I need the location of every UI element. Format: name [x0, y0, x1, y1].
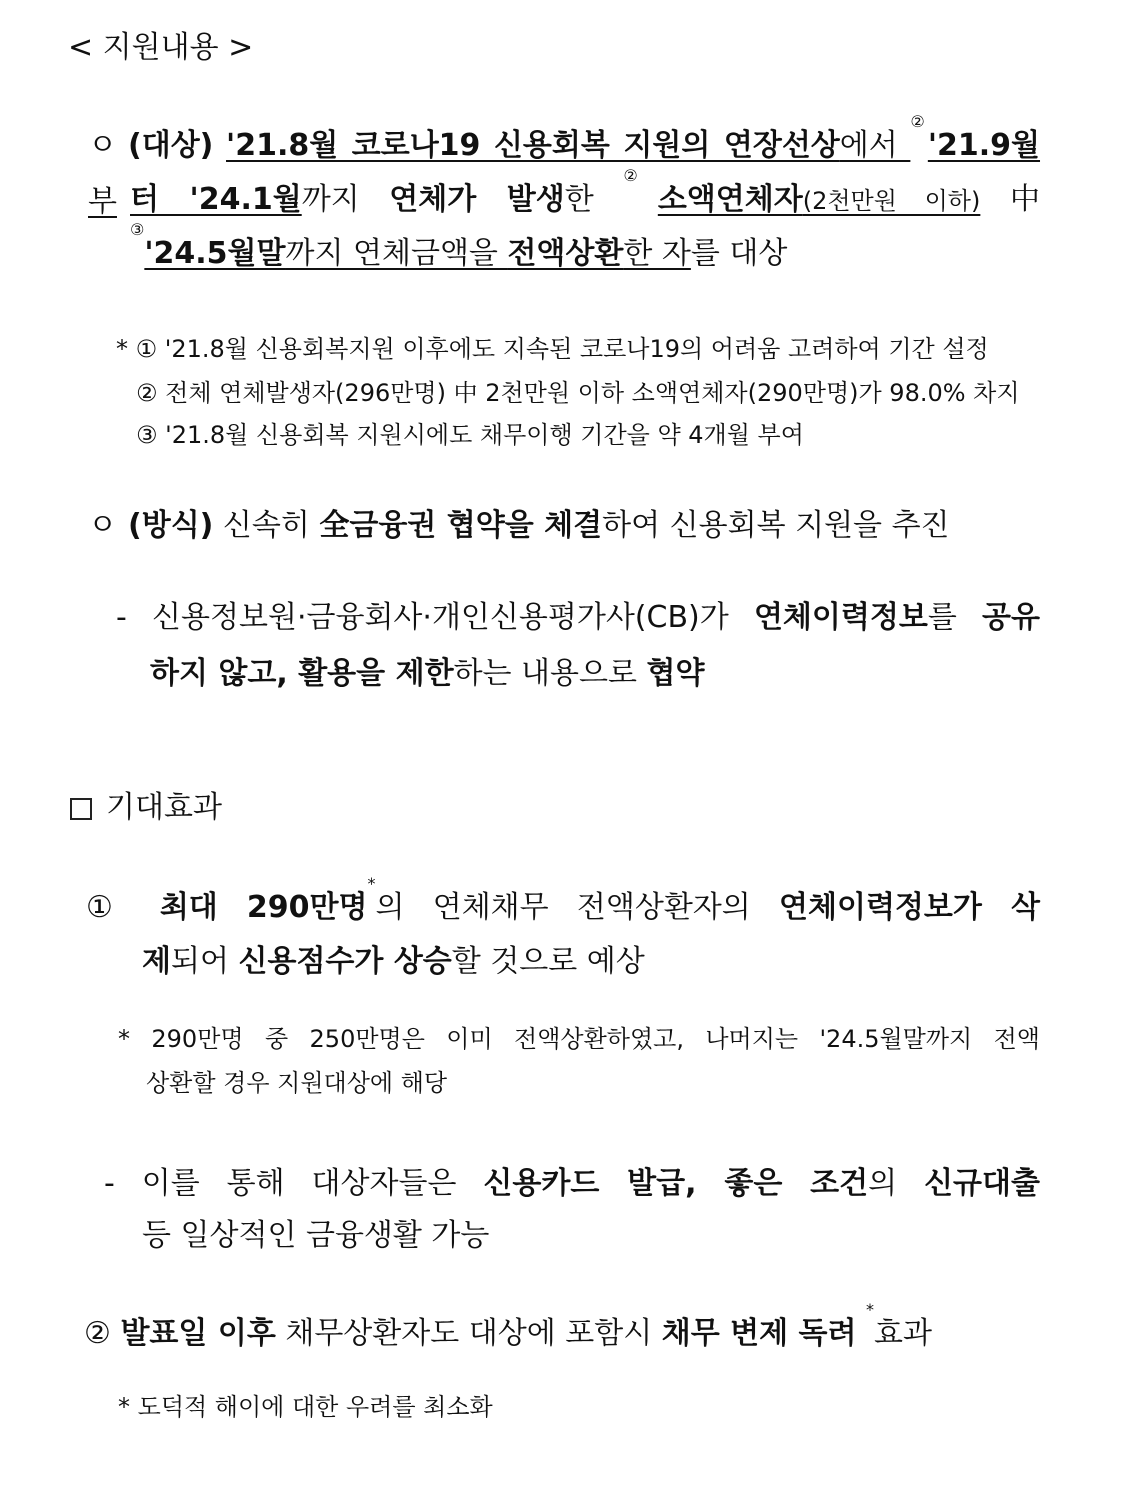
effect2-line: ② 발표일 이후 채무상환자도 대상에 포함시 채무 변제 독려 *효과 [84, 1300, 933, 1351]
target-line-1: ㅇ (대상) '21.8월 코로나19 신용회복 지원의 연장선상에서 ②'21.9월부 [88, 112, 1041, 219]
support-heading: < 지원내용 > [68, 30, 254, 65]
target-note-3: ③ '21.8월 신용회복 지원시에도 채무이행 기간을 약 4개월 부여 [136, 421, 804, 449]
target-line-2: 터 '24.1월까지 연체가 발생한 ②소액연체자(2천만원 이하) 中 [130, 166, 1040, 217]
target-note-1: * ① '21.8월 신용회복지원 이후에도 지속된 코로나19의 어려움 고려하여 기간 설정 [116, 335, 989, 363]
checkbox-square-icon [70, 798, 92, 820]
effects-heading: 기대효과 [70, 780, 222, 836]
target-note-2: ② 전체 연체발생자(296만명) 中 2천만원 이하 소액연체자(290만명)가 98.0% 차지 [136, 379, 1020, 407]
effect1-detail-line-1: - 이를 통해 대상자들은 신용카드 발급, 좋은 조건의 신규대출 [104, 1166, 1040, 1201]
method-detail-line-1: - 신용정보원·금융회사·개인신용평가사(CB)가 연체이력정보를 공유 [116, 600, 1040, 635]
method-detail-line-2: 하지 않고, 활용을 제한하는 내용으로 협약 [150, 656, 705, 691]
method-line: ㅇ (방식) 신속히 全금융권 협약을 체결하여 신용회복 지원을 추진 [88, 508, 950, 543]
effect1-line-2: 제되어 신용점수가 상승할 것으로 예상 [142, 944, 645, 979]
target-line-3: ③'24.5월말까지 연체금액을 전액상환한 자를 대상 [130, 220, 788, 271]
effect1-detail-line-2: 등 일상적인 금융생활 가능 [142, 1218, 490, 1253]
effect1-line-1: ① 최대 290만명*의 연체채무 전액상환자의 연체이력정보가 삭 [86, 874, 1040, 925]
effect1-note-line-1: * 290만명 중 250만명은 이미 전액상환하였고, 나머지는 '24.5월말까지 전액 [118, 1025, 1040, 1053]
effect1-note-line-2: 상환할 경우 지원대상에 해당 [146, 1069, 448, 1097]
effect2-note: * 도덕적 해이에 대한 우려를 최소화 [118, 1393, 493, 1421]
